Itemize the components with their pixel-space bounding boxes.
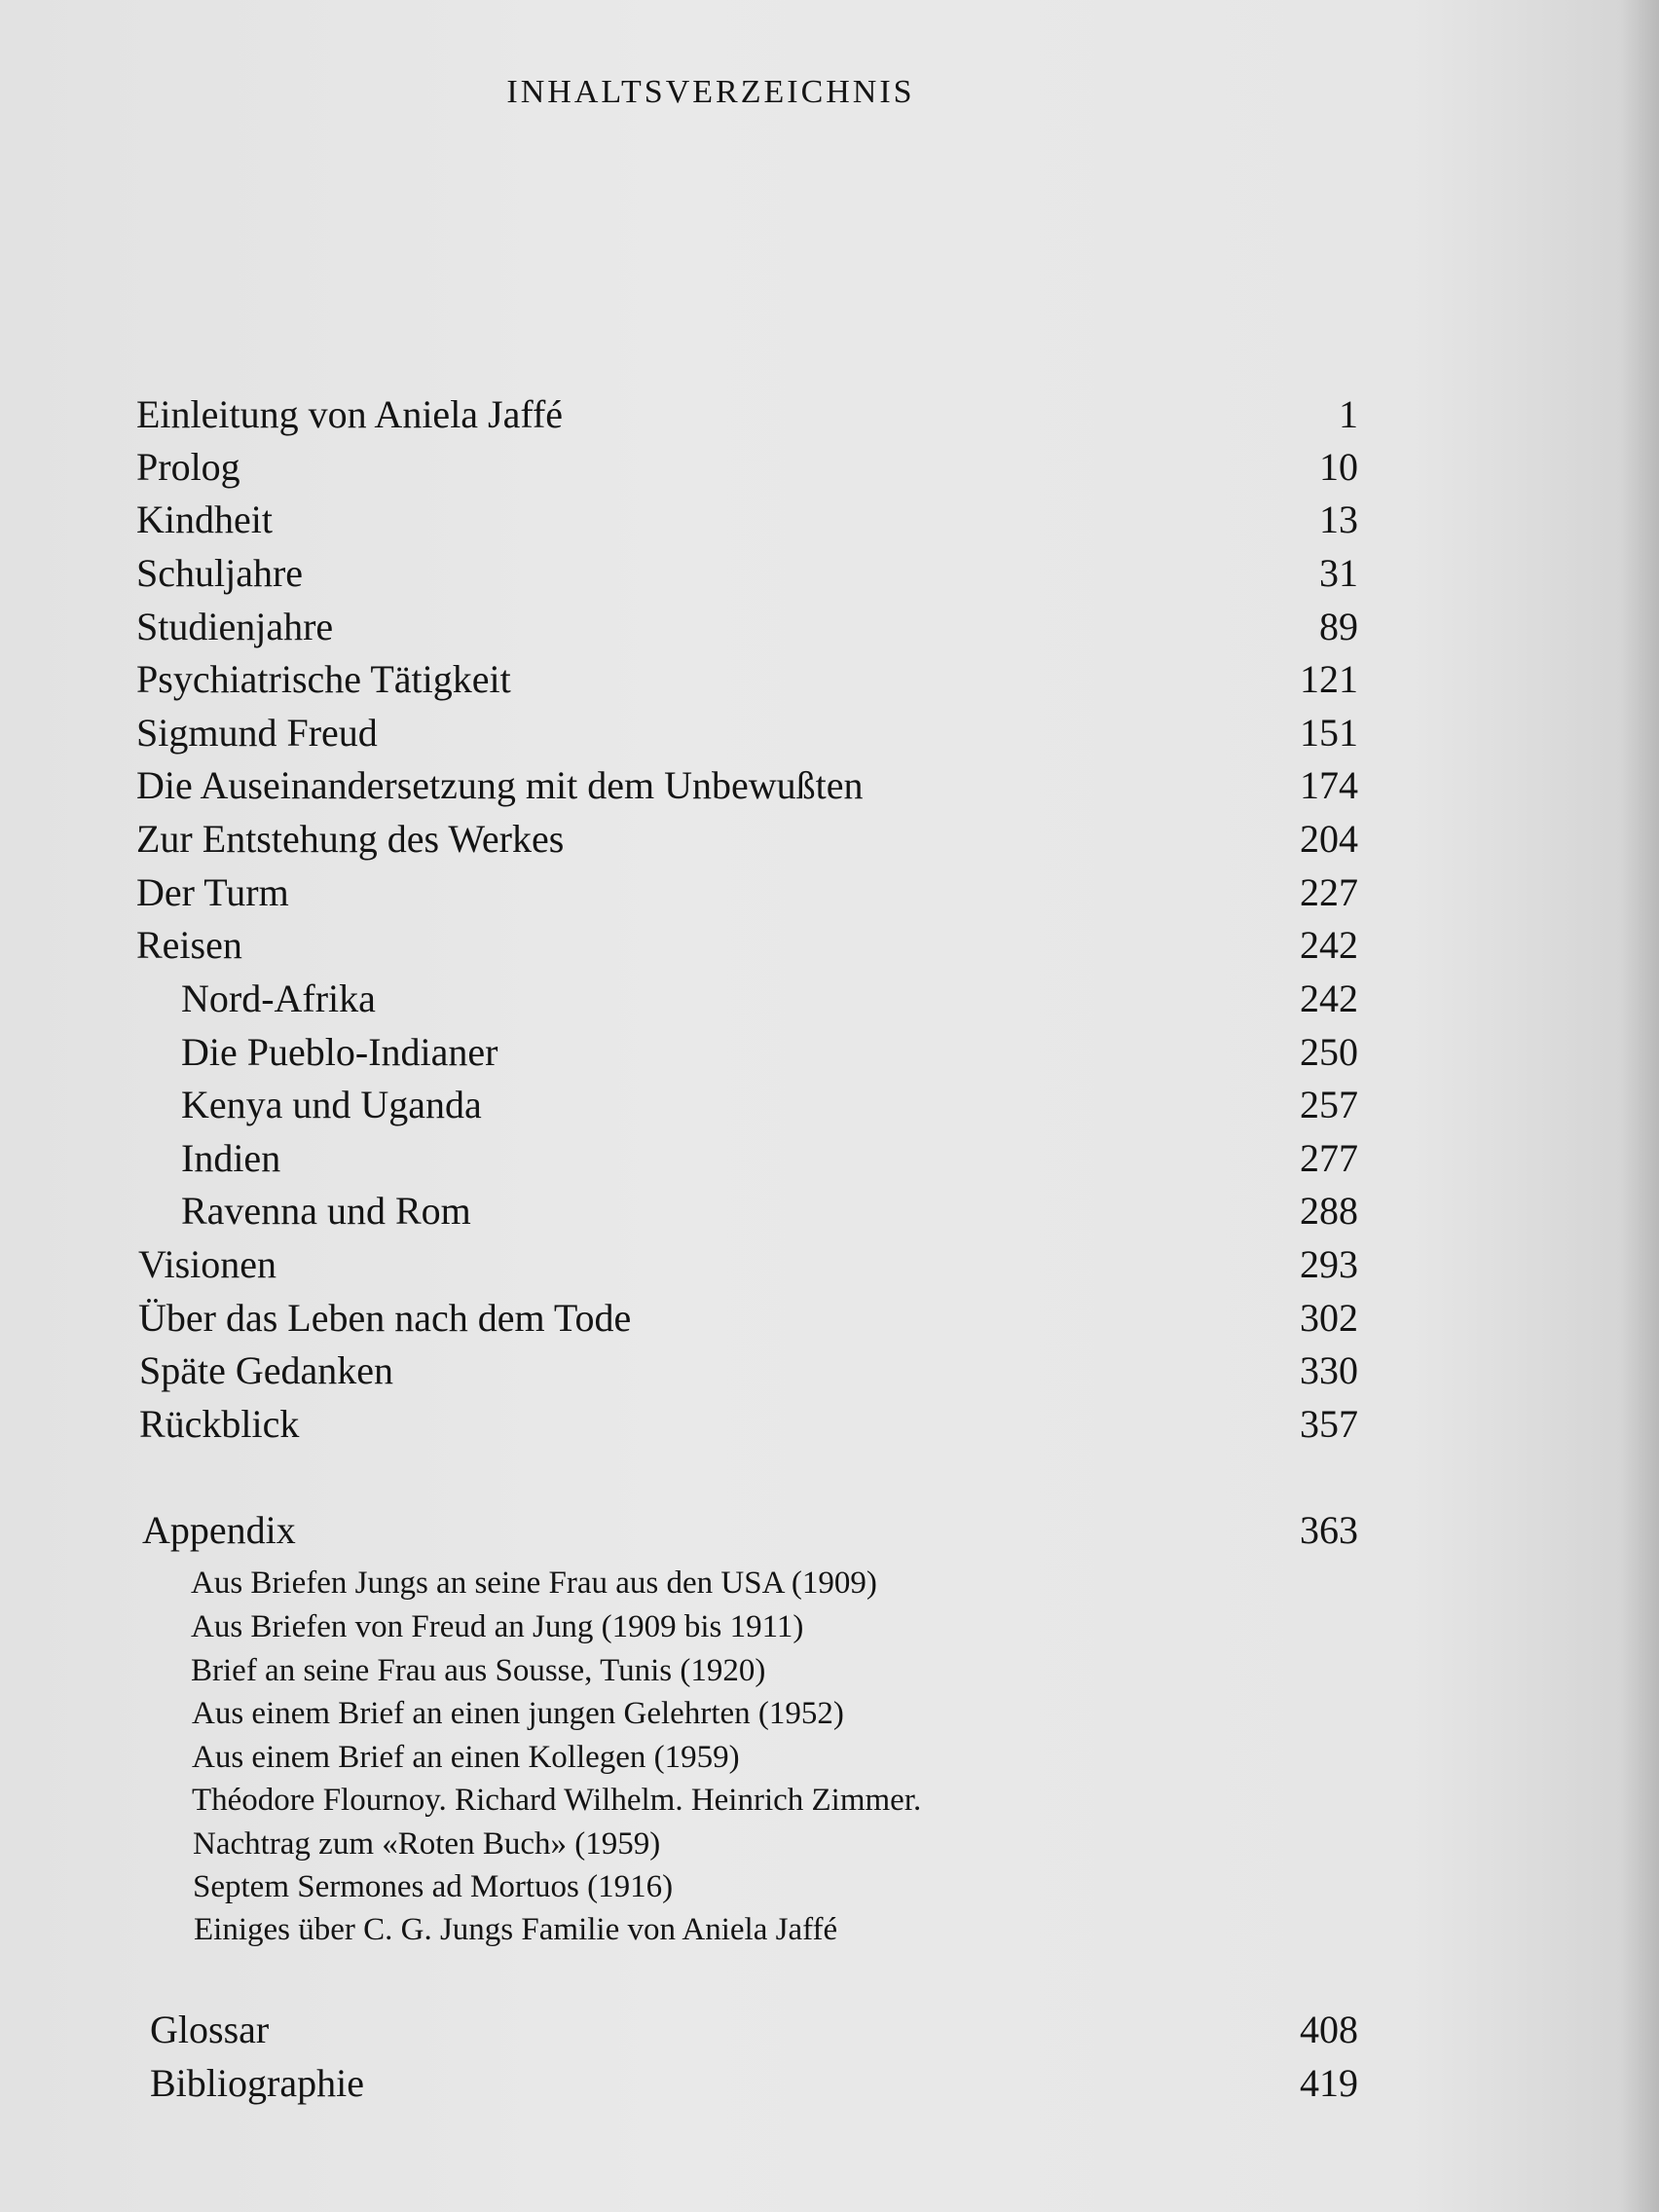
toc-entry-page: 10 [1319,445,1358,489]
toc-entry [0,1295,1358,1346]
toc-entry-title: Die Pueblo-Indianer [181,1030,498,1074]
appendix-item [0,1696,1168,1739]
toc-entry-title: Glossar [150,2008,270,2051]
appendix-item [0,1740,1168,1783]
appendix-item-title: Théodore Flournoy. Richard Wilhelm. Heinrich Zimmer. [192,1783,922,1818]
toc-entry-title: Späte Gedanken [139,1348,394,1392]
toc-entry-title: Kindheit [136,498,273,541]
toc-entry [0,444,1358,495]
toc-entry [0,1347,1358,1398]
toc-entry [0,2060,1358,2111]
toc-entry [0,1241,1358,1292]
toc-entry [0,604,1358,654]
toc-entry-page: 31 [1319,551,1358,595]
toc-entry [0,550,1358,601]
toc-entry-page: 242 [1300,923,1358,967]
toc-subentry [0,1082,1358,1132]
toc-entry-title: Nord-Afrika [181,977,376,1020]
toc-entry-title: Schuljahre [136,551,304,595]
toc-entry-title: Kenya und Uganda [181,1083,482,1126]
toc-entry-title: Psychiatrische Tätigkeit [136,657,511,701]
toc-entry-page: 302 [1300,1296,1358,1340]
toc-entry-title: Reisen [136,923,242,967]
toc-entry [0,710,1358,760]
toc-entry-title: Rückblick [139,1402,300,1446]
toc-subentry [0,976,1358,1026]
toc-entry-title: Die Auseinandersetzung mit dem Unbewußten [136,763,864,807]
appendix-item [0,1566,1168,1608]
toc-entry-page: 277 [1300,1136,1358,1180]
appendix-item-title: Septem Sermones ad Mortuos (1916) [193,1869,674,1904]
appendix-item [0,1783,1168,1825]
toc-entry [0,1507,1358,1558]
toc-entry-page: 204 [1300,817,1358,861]
toc-entry-page: 1 [1339,392,1358,436]
toc-entry-title: Einleitung von Aniela Jaffé [136,392,564,436]
toc-entry-page: 121 [1300,657,1358,701]
toc-entry-title: Studienjahre [136,605,334,648]
toc-entry-title: Visionen [138,1242,277,1286]
toc-entry-page: 174 [1300,763,1358,807]
appendix-item-title: Einiges über C. G. Jungs Familie von Aniela Jaffé [194,1912,838,1947]
toc-entry-page: 408 [1300,2008,1358,2051]
appendix-item-title: Nachtrag zum «Roten Buch» (1959) [193,1826,661,1862]
toc-entry [0,2007,1358,2057]
page-edge-shadow [1620,0,1659,2212]
toc-entry-page: 363 [1300,1508,1358,1552]
appendix-item [0,1826,1168,1869]
toc-entry-page: 151 [1300,711,1358,755]
toc-entry-title: Prolog [136,445,240,489]
page-heading: INHALTSVERZEICHNIS [506,74,915,110]
toc-entry-title: Über das Leben nach dem Tode [138,1296,632,1340]
toc-entry [0,869,1358,920]
toc-entry-page: 13 [1319,498,1358,541]
appendix-item [0,1912,1168,1955]
toc-entry-page: 257 [1300,1083,1358,1126]
toc-entry [0,816,1358,866]
appendix-item-title: Aus einem Brief an einen jungen Gelehrten (1952) [192,1696,844,1731]
toc-subentry [0,1135,1358,1186]
appendix-item [0,1609,1168,1652]
appendix-item-title: Aus Briefen Jungs an seine Frau aus den USA (1909) [191,1566,877,1601]
toc-entry-page: 419 [1300,2061,1358,2105]
toc-entry-title: Der Turm [136,870,289,914]
toc-entry [0,656,1358,707]
toc-entry-page: 357 [1300,1402,1358,1446]
toc-subentry [0,1188,1358,1238]
toc-entry-title: Bibliographie [150,2061,364,2105]
toc-entry-page: 330 [1300,1348,1358,1392]
toc-entry-title: Indien [181,1136,281,1180]
appendix-item-title: Aus Briefen von Freud an Jung (1909 bis 1911) [191,1609,804,1644]
toc-entry [0,497,1358,547]
appendix-item [0,1869,1168,1912]
toc-entry-page: 288 [1300,1189,1358,1233]
toc-entry-page: 242 [1300,977,1358,1020]
toc-entry-title: Appendix [142,1508,296,1552]
appendix-item [0,1653,1168,1696]
appendix-item-title: Brief an seine Frau aus Sousse, Tunis (1920) [191,1653,766,1688]
toc-entry-title: Ravenna und Rom [181,1189,471,1233]
toc-entry [0,922,1358,973]
toc-entry-page: 227 [1300,870,1358,914]
toc-entry-page: 250 [1300,1030,1358,1074]
toc-subentry [0,1029,1358,1080]
toc-entry-title: Zur Entstehung des Werkes [136,817,565,861]
toc-entry [0,391,1358,442]
toc-entry [0,762,1358,813]
appendix-item-title: Aus einem Brief an einen Kollegen (1959) [192,1740,740,1775]
toc-entry-page: 293 [1300,1242,1358,1286]
toc-entry-title: Sigmund Freud [136,711,378,755]
toc-entry [0,1401,1358,1452]
toc-entry-page: 89 [1319,605,1358,648]
